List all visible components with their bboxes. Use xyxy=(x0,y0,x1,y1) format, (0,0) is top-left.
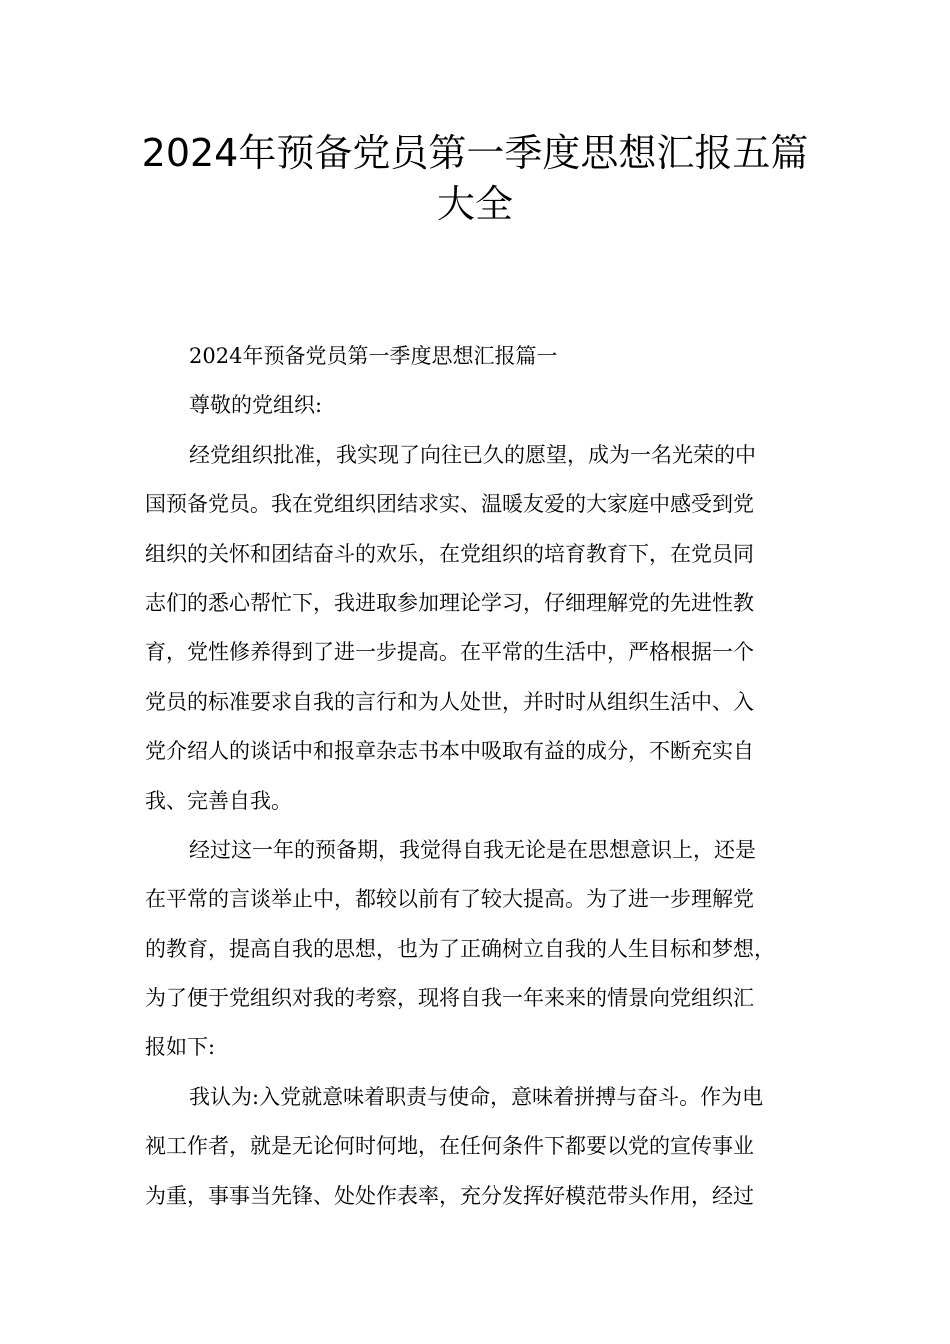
paragraph-1-line: 志们的悉心帮忙下，我进取参加理论学习，仔细理解党的先进性教 xyxy=(145,590,754,615)
document-title-line-2: 大全 xyxy=(436,182,513,226)
paragraph-2-line: 为了便于党组织对我的考察，现将自我一年来来的情景向党组织汇 xyxy=(145,986,754,1011)
paragraph-1-line: 育，党性修养得到了进一步提高。在平常的生活中，严格根据一个 xyxy=(145,640,754,665)
paragraph-3-line: 视工作者，就是无论何时何地，在任何条件下都要以党的宣传事业 xyxy=(145,1134,754,1159)
paragraph-1-line: 党员的标准要求自我的言行和为人处世，并时时从组织生活中、入 xyxy=(145,689,754,714)
section-heading: 2024年预备党员第一季度思想汇报篇一 xyxy=(189,344,558,368)
paragraph-3-line: 为重，事事当先锋、处处作表率，充分发挥好模范带头作用，经过 xyxy=(145,1183,754,1208)
paragraph-1-line: 国预备党员。我在党组织团结求实、温暖友爱的大家庭中感受到党 xyxy=(145,492,754,517)
paragraph-2-line: 的教育，提高自我的思想，也为了正确树立自我的人生目标和梦想， xyxy=(145,936,775,961)
document-title-line-1: 2024年预备党员第一季度思想汇报五篇 xyxy=(141,131,809,175)
paragraph-1-line: 我、完善自我。 xyxy=(145,788,292,813)
paragraph-1-line: 经党组织批准，我实现了向往已久的愿望，成为一名光荣的中 xyxy=(189,442,756,467)
paragraph-2-line: 报如下: xyxy=(145,1035,216,1060)
paragraph-1-line: 组织的关怀和团结奋斗的欢乐，在党组织的培育教育下，在党员同 xyxy=(145,541,754,566)
paragraph-1-line: 党介绍人的谈话中和报章杂志书本中吸取有益的成分，不断充实自 xyxy=(145,739,754,764)
document-body xyxy=(145,332,810,1221)
paragraph-3-line: 我认为:入党就意味着职责与使命，意味着拼搏与奋斗。作为电 xyxy=(189,1084,764,1109)
paragraph-2-line: 经过这一年的预备期，我觉得自我无论是在思想意识上，还是 xyxy=(189,837,756,862)
paragraph-2-line: 在平常的言谈举止中，都较以前有了较大提高。为了进一步理解党 xyxy=(145,887,754,912)
salutation: 尊敬的党组织: xyxy=(189,393,323,418)
